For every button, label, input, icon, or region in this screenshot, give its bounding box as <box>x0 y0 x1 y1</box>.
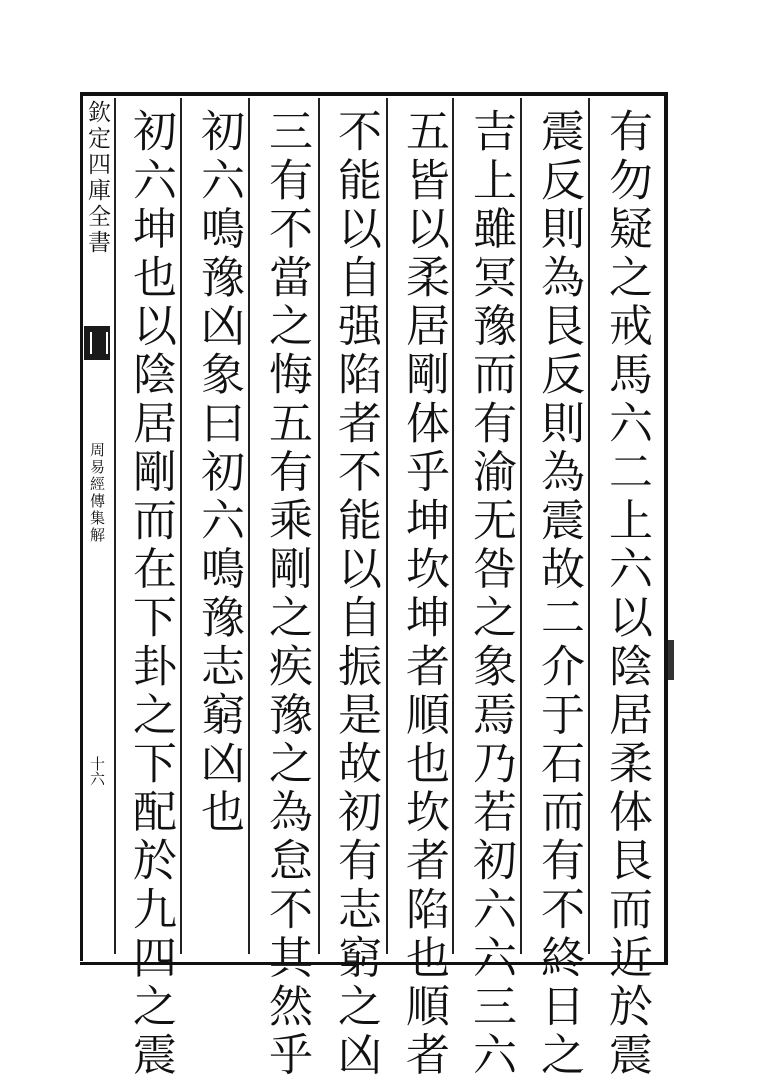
margin-title: 欽定四庫全書 <box>84 100 110 256</box>
text-column-4: 五皆以柔居剛体乎坤坎坤者順也坎者陷也順者 <box>398 108 449 1080</box>
text-column-7: 初六鳴豫凶象曰初六鳴豫志窮凶也 <box>193 108 244 837</box>
text-column-1: 有勿疑之戒馬六二上六以陰居柔体艮而近於震 <box>601 108 652 1080</box>
page-edge <box>0 0 8 1024</box>
margin-block <box>80 96 114 956</box>
text-column-6: 三有不當之悔五有乘剛之疾豫之為怠不其然乎 <box>261 108 312 1080</box>
column-rule <box>114 98 116 954</box>
scan-mark <box>668 640 674 680</box>
margin-book-title: 周易經傳集解 <box>88 442 106 544</box>
text-column-3: 吉上雖冥豫而有渝无咎之象焉乃若初六六三六 <box>465 108 516 1080</box>
margin-page-number: 十六 <box>88 756 106 786</box>
text-column-2: 震反則為艮反則為震故二介于石而有不終日之 <box>533 108 584 1080</box>
text-column-5: 不能以自强陷者不能以自振是故初有志窮之凶 <box>330 108 381 1080</box>
text-column-8: 初六坤也以陰居剛而在下卦之下配於九四之震 <box>125 108 176 1080</box>
column-rule <box>318 98 320 954</box>
fish-tail-icon <box>84 326 110 360</box>
